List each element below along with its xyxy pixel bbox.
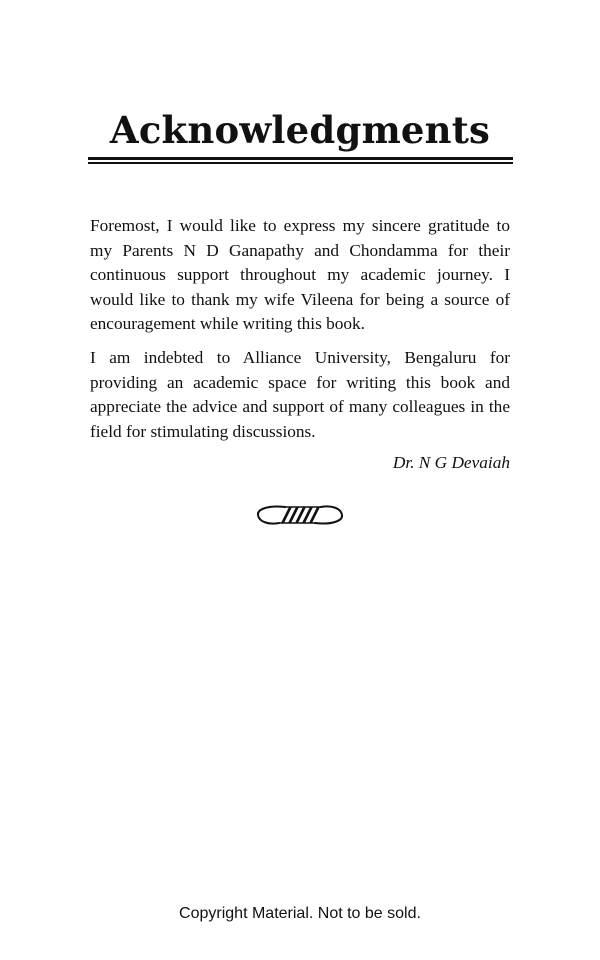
paragraph-2: I am indebted to Alliance University, Bengaluru for providing an academic space for writing this book and appreciate the advice and support of many colleagues in the field for stimulating discussions. xyxy=(90,347,510,441)
page-title: Acknowledgments xyxy=(109,108,491,152)
paragraph-1: Foremost, I would like to express my sincere gratitude to my Parents N D Ganapathy and Chondamma for their continuous support throughout my academic journey. I would like to thank my wife Vileena for being a source of encouragement while writing this book. xyxy=(90,216,510,334)
author-signature: Dr. N G Devaiah xyxy=(392,453,510,472)
copyright-notice: Copyright Material. Not to be sold. xyxy=(179,905,421,922)
title-rule-thick xyxy=(88,157,513,160)
title-rule-thin xyxy=(88,162,513,164)
flourish-ornament-icon xyxy=(255,501,345,529)
acknowledgment-body xyxy=(90,214,510,453)
